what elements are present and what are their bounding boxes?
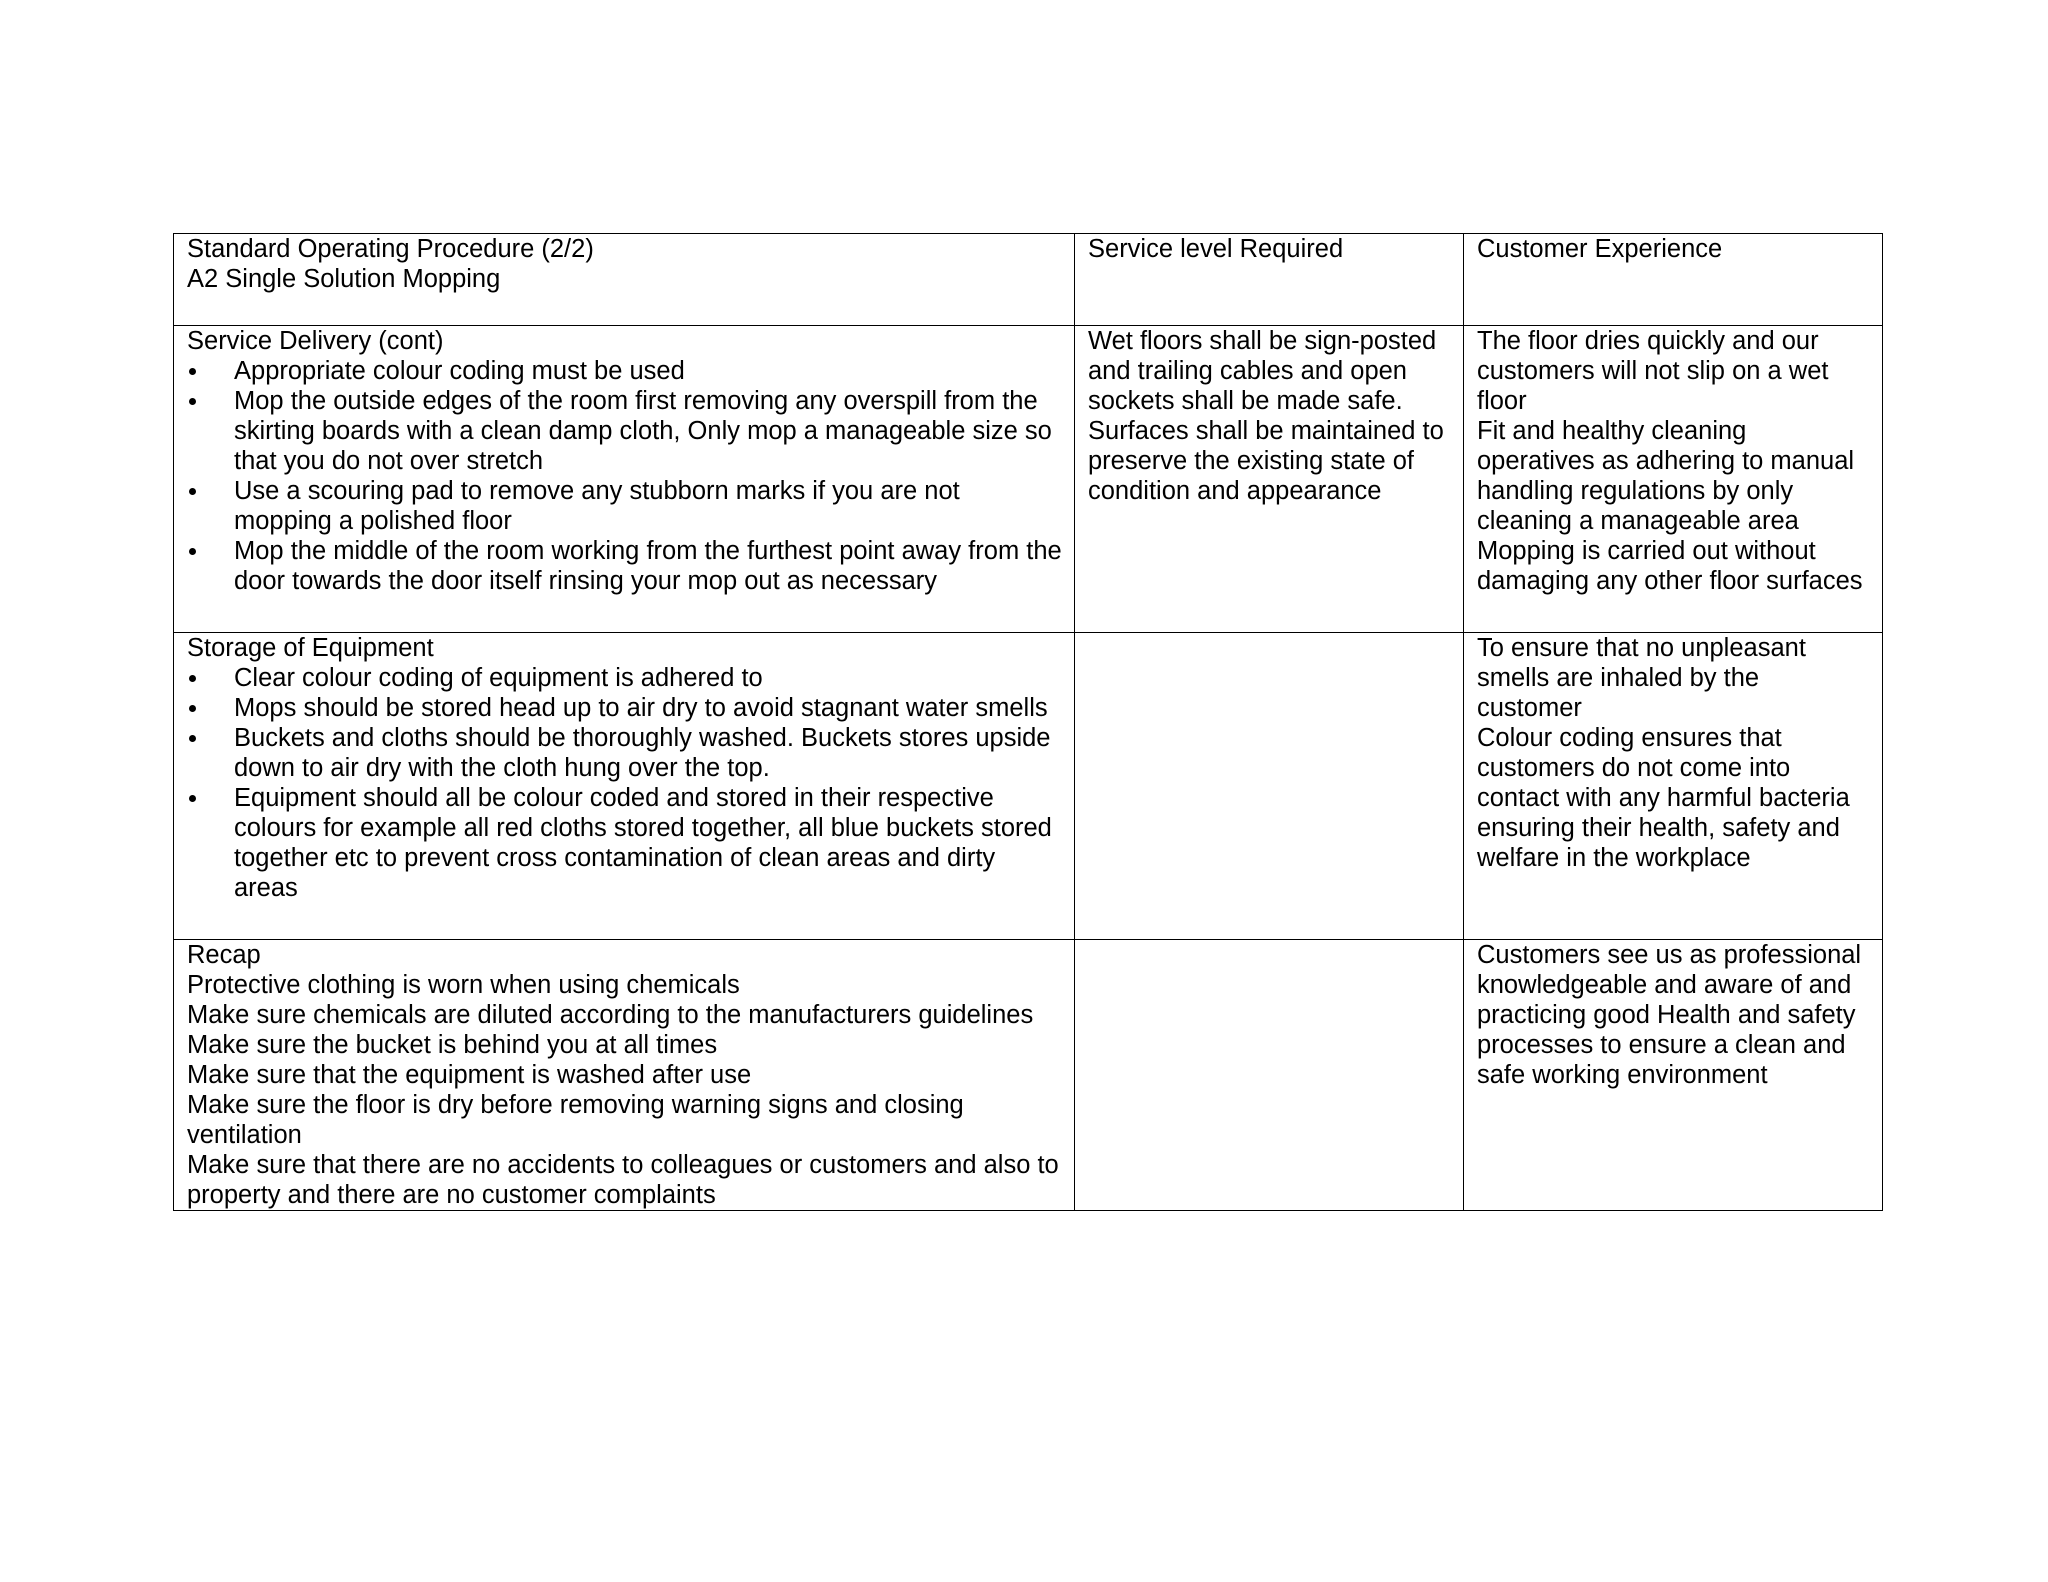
list-item-text: Clear colour coding of equipment is adhered to xyxy=(234,664,763,692)
bullet-icon xyxy=(189,705,196,712)
list-item-text: Mop the outside edges of the room first removing any overspill from the skirting boards with a clean damp cloth, Only mop a manageable size so that you do not over stretch xyxy=(234,387,1052,475)
list-item xyxy=(187,476,1062,536)
list-item xyxy=(187,723,1062,783)
customer-experience-text: Fit and healthy cleaning operatives as adhering to manual handling regulations by only cleaning a manageable area xyxy=(1477,417,1855,535)
recap-line: Make sure the floor is dry before removing warning signs and closing ventilation xyxy=(187,1091,964,1149)
customer-experience-text: The floor dries quickly and our customers will not slip on a wet floor xyxy=(1477,327,1829,415)
recap-line: Make sure chemicals are diluted according to the manufacturers guidelines xyxy=(187,1001,1034,1029)
customer-experience-text: Mopping is carried out without damaging any other floor surfaces xyxy=(1477,537,1863,595)
list-item xyxy=(187,356,1062,386)
recap-cell xyxy=(174,940,1075,1211)
list-item xyxy=(187,693,1062,723)
list-item-text: Buckets and cloths should be thoroughly washed. Buckets stores upside down to air dry with the cloth hung over the top. xyxy=(234,724,1051,782)
section-title: Recap xyxy=(187,941,261,969)
bullet-icon xyxy=(189,735,196,742)
recap-service-level-cell xyxy=(1075,940,1464,1211)
bullet-icon xyxy=(189,548,196,555)
list-item xyxy=(187,536,1062,596)
bullet-icon xyxy=(189,398,196,405)
recap-line: Protective clothing is worn when using chemicals xyxy=(187,971,740,999)
section-title: Storage of Equipment xyxy=(187,634,434,662)
service-delivery-cell xyxy=(174,326,1075,633)
section-title: Service Delivery (cont) xyxy=(187,327,444,355)
header-procedure-cell xyxy=(174,234,1075,326)
service-level-heading: Service level Required xyxy=(1088,235,1344,263)
service-delivery-row xyxy=(174,326,1883,633)
list-item-text: Appropriate colour coding must be used xyxy=(234,357,685,385)
storage-service-level-cell xyxy=(1075,633,1464,940)
bullet-icon xyxy=(189,795,196,802)
customer-experience-text: Customers see us as professional knowledgeable and aware of and practicing good Health and safety processes to ensure a clean and safe working environment xyxy=(1477,941,1862,1089)
recap-customer-experience-cell xyxy=(1464,940,1883,1211)
list-item-text: Mops should be stored head up to air dry to avoid stagnant water smells xyxy=(234,694,1048,722)
sop-table xyxy=(173,233,1883,1211)
recap-line: Make sure that there are no accidents to colleagues or customers and also to property and there are no customer complaints xyxy=(187,1151,1059,1209)
bullet-list xyxy=(187,663,1062,903)
bullet-icon xyxy=(189,675,196,682)
bullet-list xyxy=(187,356,1062,596)
recap-row xyxy=(174,940,1883,1211)
bullet-icon xyxy=(189,368,196,375)
storage-row xyxy=(174,633,1883,940)
list-item-text: Mop the middle of the room working from the furthest point away from the door towards the door itself rinsing your mop out as necessary xyxy=(234,537,1062,595)
list-item xyxy=(187,783,1062,903)
recap-line: Make sure the bucket is behind you at all times xyxy=(187,1031,718,1059)
service-delivery-service-level-cell xyxy=(1075,326,1464,633)
list-item-text: Use a scouring pad to remove any stubborn marks if you are not mopping a polished floor xyxy=(234,477,960,535)
service-level-text: Wet floors shall be sign-posted and trailing cables and open sockets shall be made safe. Surfaces shall be maintained to preserve the existing state of condition and appearance xyxy=(1088,327,1444,505)
bullet-icon xyxy=(189,488,196,495)
customer-experience-heading: Customer Experience xyxy=(1477,235,1723,263)
list-item xyxy=(187,386,1062,476)
service-delivery-customer-experience-cell xyxy=(1464,326,1883,633)
list-item xyxy=(187,663,1062,693)
customer-experience-text: To ensure that no unpleasant smells are inhaled by the customer xyxy=(1477,634,1806,722)
storage-cell xyxy=(174,633,1075,940)
procedure-title: Standard Operating Procedure (2/2) xyxy=(187,235,594,263)
recap-line: Make sure that the equipment is washed after use xyxy=(187,1061,752,1089)
header-row xyxy=(174,234,1883,326)
procedure-subtitle: A2 Single Solution Mopping xyxy=(187,265,501,293)
list-item-text: Equipment should all be colour coded and stored in their respective colours for example all red cloths stored together, all blue buckets stored together etc to prevent cross contamination of clean areas and dirty areas xyxy=(234,784,1052,902)
header-customer-experience-cell xyxy=(1464,234,1883,326)
storage-customer-experience-cell xyxy=(1464,633,1883,940)
header-service-level-cell xyxy=(1075,234,1464,326)
customer-experience-text: Colour coding ensures that customers do not come into contact with any harmful bacteria ensuring their health, safety and welfare in the workplace xyxy=(1477,724,1850,872)
